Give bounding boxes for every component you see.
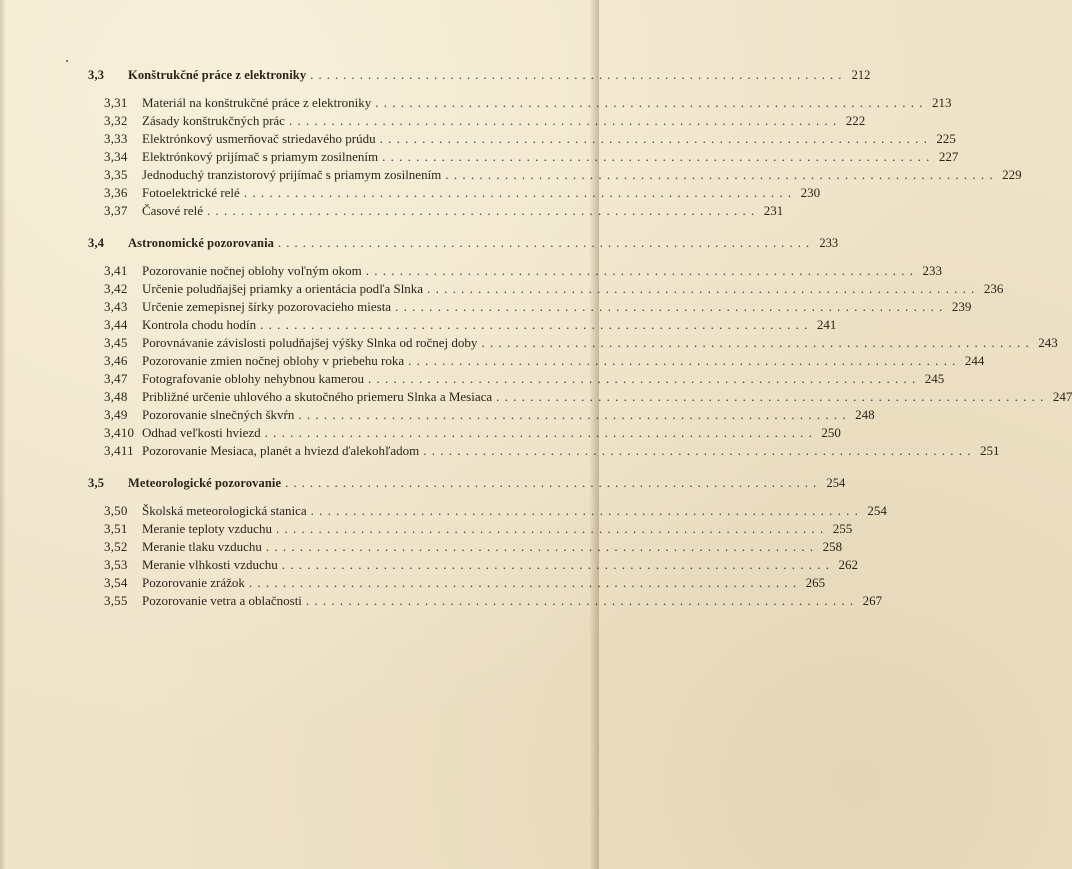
dot-leader [481,334,1029,352]
entry-title: Kontrola chodu hodín [142,317,257,332]
toc-entry [88,184,821,202]
dot-leader [382,148,930,166]
entry-number: 3,36 [104,185,128,200]
toc-section-3-4 [88,234,1072,460]
page-number: 233 [819,236,839,250]
dot-leader [445,166,993,184]
toc-entry [88,148,959,166]
entry-title: Zásady konštrukčných prác [142,113,285,128]
entry-number: 3,411 [104,443,134,458]
toc-heading [88,66,871,84]
dot-leader [244,184,792,202]
dot-leader [278,234,810,252]
toc-heading [88,234,839,252]
page-number: 230 [800,185,821,200]
toc-entry [88,298,972,316]
dot-leader [266,538,814,556]
entry-number: 3,52 [104,539,128,554]
entry-title: Odhad veľkosti hviezd [142,425,261,440]
toc-entry [88,424,841,442]
toc-entry [88,112,866,130]
entry-number: 3,47 [104,371,128,386]
heading-number: 3,4 [88,236,105,250]
entry-title: Jednoduchý tranzistorový prijímač s priamym zosilnením [142,167,442,182]
toc-entry [88,574,826,592]
entry-number: 3,46 [104,353,128,368]
entry-title: Meranie vlhkosti vzduchu [142,557,278,572]
page-number: 248 [855,407,875,422]
entry-title: Školská meteorologická stanica [142,503,307,518]
heading-title: Meteorologické pozorovanie [128,476,282,490]
page-number: 251 [979,443,1000,458]
page-number: 212 [851,68,871,82]
page-number: 233 [922,263,942,278]
toc-entry [88,352,985,370]
dot-leader [366,262,914,280]
page-number: 267 [862,593,883,608]
toc-entry [88,316,837,334]
page-number: 262 [838,557,858,572]
entry-number: 3,53 [104,557,128,572]
page-number: 254 [826,476,846,490]
entry-title: Meranie tlaku vzduchu [142,539,262,554]
entry-number: 3,49 [104,407,128,422]
entry-title: Pozorovanie slnečných škvŕn [142,407,295,422]
page-number: 222 [845,113,866,128]
page-number: 241 [816,317,837,332]
entry-number: 3,51 [104,521,128,536]
dot-leader [285,474,817,492]
entry-title: Pozorovanie Mesiaca, planét a hviezd ďalekohľadom [142,443,420,458]
entry-number: 3,35 [104,167,128,182]
heading-title: Astronomické pozorovania [128,236,275,250]
page-number: 213 [931,95,952,110]
page-number: 227 [938,149,959,164]
dot-leader [249,574,797,592]
page-number: 258 [822,539,843,554]
dot-leader [207,202,755,220]
dot-leader [380,130,928,148]
toc-entry [88,94,952,112]
dot-leader [298,406,846,424]
entry-number: 3,410 [104,425,135,440]
entry-number: 3,48 [104,389,128,404]
entry-number: 3,45 [104,335,128,350]
toc-entry [88,334,1058,352]
page-number: 254 [867,503,887,518]
page-number: 231 [763,203,784,218]
toc-entry [88,538,843,556]
entry-title: Pozorovanie zmien nočnej oblohy v priebehu roka [142,353,405,368]
entry-title: Časové relé [142,203,204,218]
entry-title: Elektrónkový usmerňovač striedavého prúdu [142,131,376,146]
page-number: 244 [964,353,985,368]
dot-leader [375,94,923,112]
entry-title: Elektrónkový prijímač s priamym zosilnením [142,149,379,164]
heading-number: 3,5 [88,476,105,490]
entry-title: Meranie teploty vzduchu [142,521,272,536]
toc-entry [88,442,1000,460]
toc-entry [88,520,853,538]
dot-leader [282,556,830,574]
toc-entry [88,262,942,280]
entry-number: 3,43 [104,299,128,314]
toc-section-3-3 [88,66,1022,220]
dot-leader [276,520,824,538]
entry-title: Určenie poludňajšej priamky a orientácia podľa Slnka [142,281,424,296]
toc-entry [88,388,1072,406]
entry-number: 3,50 [104,503,128,518]
entry-number: 3,44 [104,317,128,332]
entry-number: 3,42 [104,281,128,296]
page-number: 265 [805,575,826,590]
entry-title: Materiál na konštrukčné práce z elektroniky [142,95,372,110]
toc-heading [88,474,846,492]
toc-entry [88,592,883,610]
entry-title: Fotoelektrické relé [142,185,240,200]
dot-leader [310,66,842,84]
heading-title: Konštrukčné práce z elektroniky [128,68,307,82]
entry-title: Pozorovanie nočnej oblohy voľným okom [142,263,362,278]
dot-leader [289,112,837,130]
dot-leader [306,592,854,610]
paper-speck [66,60,68,62]
page-number: 239 [951,299,972,314]
page-number: 245 [924,371,945,386]
page-number: 236 [983,281,1004,296]
entry-number: 3,37 [104,203,128,218]
dot-leader [496,388,1044,406]
page-number: 255 [832,521,853,536]
toc-section-3-5 [88,474,887,610]
dot-leader [368,370,916,388]
entry-title: Približné určenie uhlového a skutočného priemeru Slnka a Mesiaca [142,389,493,404]
entry-title: Určenie zemepisnej šírky pozorovacieho miesta [142,299,392,314]
dot-leader [311,502,859,520]
dot-leader [395,298,943,316]
page-number: 243 [1038,335,1058,350]
page-number: 225 [936,131,956,146]
entry-title: Porovnávanie závislosti poludňajšej výšky Slnka od ročnej doby [142,335,478,350]
page-number: 247 [1052,389,1072,404]
entry-number: 3,31 [104,95,128,110]
entry-number: 3,33 [104,131,128,146]
entry-number: 3,54 [104,575,128,590]
entry-title: Pozorovanie vetra a oblačnosti [142,593,302,608]
toc-entry [88,502,887,520]
page-number: 250 [821,425,841,440]
table-of-contents [88,66,1072,624]
toc-entry [88,202,784,220]
entry-title: Pozorovanie zrážok [142,575,245,590]
toc-entry [88,130,956,148]
entry-number: 3,34 [104,149,128,164]
toc-entry [88,556,858,574]
toc-entry [88,280,1004,298]
toc-entry [88,166,1022,184]
entry-number: 3,55 [104,593,128,608]
dot-leader [427,280,975,298]
toc-entry [88,406,875,424]
entry-number: 3,32 [104,113,128,128]
entry-number: 3,41 [104,263,128,278]
dot-leader [265,424,813,442]
toc-entry [88,370,945,388]
page-number: 229 [1002,167,1022,182]
page-edge-left [0,0,6,869]
dot-leader [408,352,956,370]
dot-leader [423,442,971,460]
heading-number: 3,3 [88,68,105,82]
dot-leader [260,316,808,334]
entry-title: Fotografovanie oblohy nehybnou kamerou [142,371,365,386]
